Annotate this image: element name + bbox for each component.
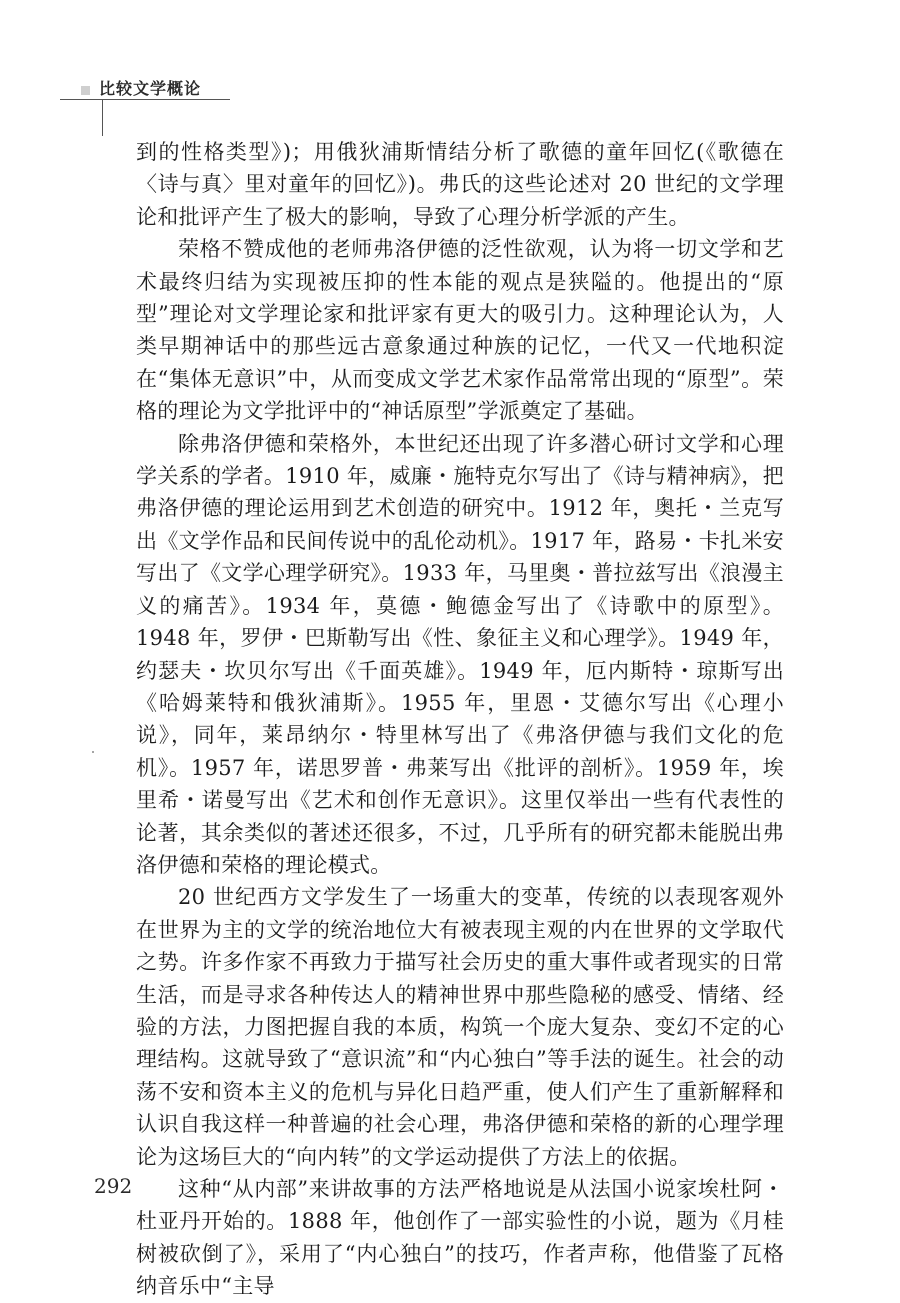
paragraph-1: 到的性格类型》)；用俄狄浦斯情结分析了歌德的童年回忆(《歌德在〈诗与真〉里对童年的回忆》)。弗氏的这些论述对 20 世纪的文学理论和批评产生了极大的影响，导致了心理分析学派的产生。 (136, 140, 784, 229)
page-number: 292 (94, 1174, 133, 1198)
paragraph-3: 除弗洛伊德和荣格外，本世纪还出现了许多潜心研讨文学和心理学关系的学者。1910 年，威廉・施特克尔写出了《诗与精神病》，把弗洛伊德的理论运用到艺术创造的研究中。1912 年，奥托・兰克写出《文学作品和民间传说中的乱伦动机》。1917 年，路易・卡扎米安写出了《文学心理学研究》。1933 年，马里奥・普拉兹写出《浪漫主义的痛苦》。1934 年，莫德・鲍德金写出了《诗歌中的原型》。1948 年，罗伊・巴斯勒写出《性、象征主义和心理学》。1949 年，约瑟夫・坎贝尔写出《千面英雄》。1949 年，厄内斯特・琼斯写出《哈姆莱特和俄狄浦斯》。1955 年，里恩・艾德尔写出《心理小说》，同年，莱昂纳尔・特里林写出了《弗洛伊德与我们文化的危机》。1957 年，诺思罗普・弗莱写出《批评的剖析》。1959 年，埃里希・诺曼写出《艺术和创作无意识》。这里仅举出一些有代表性的论著，其余类似的著述还很多，不过，几乎所有的研究都未能脱出弗洛伊德和荣格的理论模式。 (136, 431, 784, 877)
paragraph-4: 20 世纪西方文学发生了一场重大的变革，传统的以表现客观外在世界为主的文学的统治地位大有被表现主观的内在世界的文学取代之势。许多作家不再致力于描写社会历史的重大事件或者现实的日常生活，而是寻求各种传达人的精神世界中那些隐秘的感受、情绪、经验的方法，力图把握自我的本质，构筑一个庞大复杂、变幻不定的心理结构。这就导致了“意识流”和“内心独白”等手法的诞生。社会的动荡不安和资本主义的危机与异化日趋严重，使人们产生了重新解释和认识自我这样一种普遍的社会心理，弗洛伊德和荣格的新的心理学理论为这场巨大的“向内转”的文学运动提供了方法上的依据。 (136, 885, 784, 1169)
header-rule-horizontal (60, 99, 230, 100)
header-rule-vertical (102, 100, 103, 136)
running-header-title: 比较文学概论 (99, 79, 202, 98)
margin-speck (92, 751, 94, 753)
paragraph-2: 荣格不赞成他的老师弗洛伊德的泛性欲观，认为将一切文学和艺术最终归结为实现被压抑的性本能的观点是狭隘的。他提出的“原型”理论对文学理论家和批评家有更大的吸引力。这种理论认为，人类早期神话中的那些远古意象通过种族的记忆，一代又一代地积淀在“集体无意识”中，从而变成文学艺术家作品常常出现的“原型”。荣格的理论为文学批评中的“神话原型”学派奠定了基础。 (136, 237, 784, 424)
header-square-ornament (81, 86, 90, 95)
paragraph-5: 这种“从内部”来讲故事的方法严格地说是从法国小说家埃杜阿・杜亚丹开始的。1888 年，他创作了一部实验性的小说，题为《月桂树被砍倒了》，采用了“内心独白”的技巧，作者声称，他借鉴了瓦格纳音乐中“主导 (136, 1177, 784, 1299)
body-text (136, 136, 784, 1303)
running-header (0, 0, 900, 140)
